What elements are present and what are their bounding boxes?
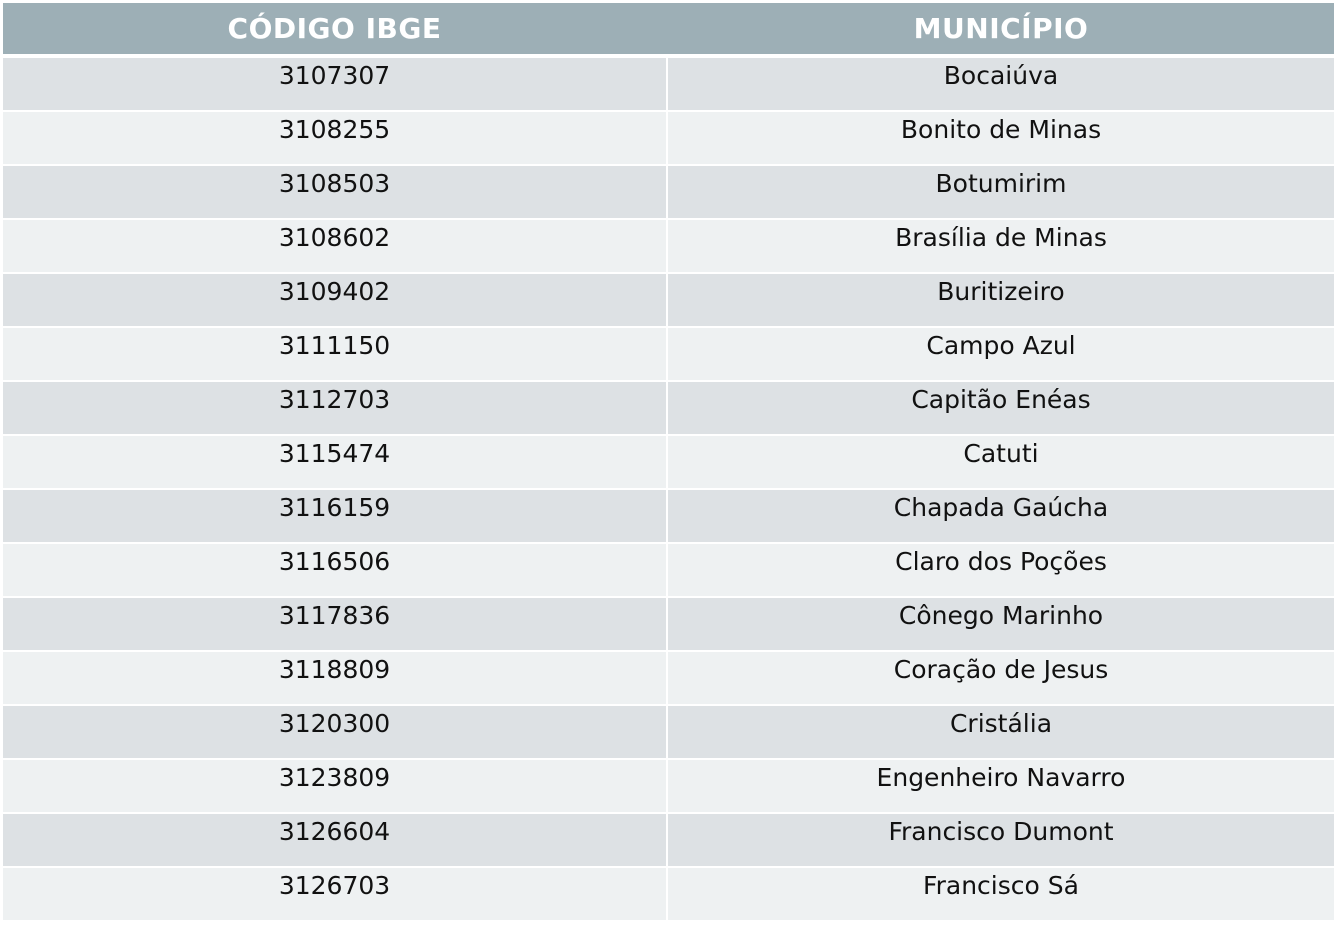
codigo-ibge-cell: 3108255 — [3, 112, 666, 164]
table-row — [3, 868, 1334, 920]
table-row — [3, 544, 1334, 596]
municipio-cell: Catuti — [668, 436, 1334, 488]
codigo-ibge-cell: 3115474 — [3, 436, 666, 488]
municipio-cell: Cristália — [668, 706, 1334, 758]
table-row — [3, 490, 1334, 542]
municipio-cell: Claro dos Poções — [668, 544, 1334, 596]
codigo-ibge-cell: 3126703 — [3, 868, 666, 920]
table-row — [3, 436, 1334, 488]
table-row — [3, 598, 1334, 650]
municipio-cell: Campo Azul — [668, 328, 1334, 380]
municipio-cell: Bocaiúva — [668, 58, 1334, 110]
table-row — [3, 328, 1334, 380]
table-row — [3, 706, 1334, 758]
table-row — [3, 274, 1334, 326]
municipio-cell: Botumirim — [668, 166, 1334, 218]
codigo-ibge-cell: 3126604 — [3, 814, 666, 866]
municipio-cell: Coração de Jesus — [668, 652, 1334, 704]
municipio-cell: Buritizeiro — [668, 274, 1334, 326]
municipio-cell: Francisco Sá — [668, 868, 1334, 920]
table-row — [3, 58, 1334, 110]
municipio-cell: Engenheiro Navarro — [668, 760, 1334, 812]
table-body — [3, 58, 1334, 920]
municipality-table — [3, 3, 1334, 922]
municipio-cell: Cônego Marinho — [668, 598, 1334, 650]
codigo-ibge-cell: 3109402 — [3, 274, 666, 326]
header-municipio: MUNICÍPIO — [668, 3, 1334, 54]
codigo-ibge-cell: 3120300 — [3, 706, 666, 758]
codigo-ibge-cell: 3108602 — [3, 220, 666, 272]
municipio-cell: Brasília de Minas — [668, 220, 1334, 272]
codigo-ibge-cell: 3116159 — [3, 490, 666, 542]
municipio-cell: Capitão Enéas — [668, 382, 1334, 434]
codigo-ibge-cell: 3123809 — [3, 760, 666, 812]
codigo-ibge-cell: 3112703 — [3, 382, 666, 434]
header-codigo-ibge: CÓDIGO IBGE — [3, 3, 666, 54]
codigo-ibge-cell: 3108503 — [3, 166, 666, 218]
table-row — [3, 814, 1334, 866]
municipio-cell: Bonito de Minas — [668, 112, 1334, 164]
codigo-ibge-cell: 3116506 — [3, 544, 666, 596]
table-row — [3, 652, 1334, 704]
codigo-ibge-cell: 3118809 — [3, 652, 666, 704]
table-row — [3, 382, 1334, 434]
table-header — [3, 3, 1334, 54]
municipio-cell: Chapada Gaúcha — [668, 490, 1334, 542]
table-row — [3, 112, 1334, 164]
municipio-cell: Francisco Dumont — [668, 814, 1334, 866]
table-row — [3, 760, 1334, 812]
codigo-ibge-cell: 3107307 — [3, 58, 666, 110]
codigo-ibge-cell: 3111150 — [3, 328, 666, 380]
table-row — [3, 166, 1334, 218]
codigo-ibge-cell: 3117836 — [3, 598, 666, 650]
table-row — [3, 220, 1334, 272]
